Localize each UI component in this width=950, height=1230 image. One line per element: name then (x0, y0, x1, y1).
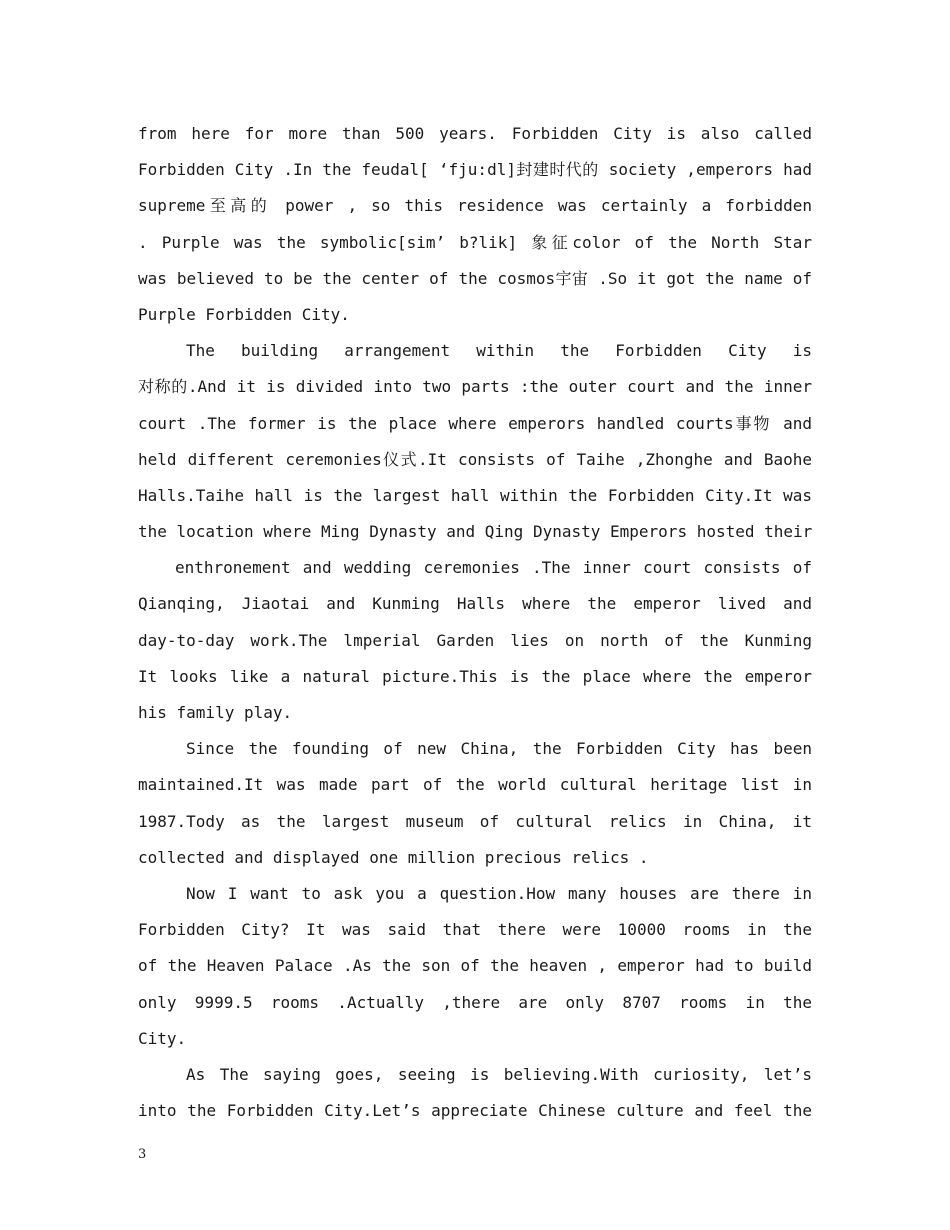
text-line: Purple Forbidden City. (138, 304, 350, 324)
text-line: collected and displayed one million precious relics . (138, 847, 649, 867)
text-line: court .The former is the place where emperors handled courts事物 and (138, 413, 812, 433)
text-line: City. (138, 1028, 187, 1048)
text-line: Forbidden City? It was said that there were 10000 rooms in the (138, 920, 812, 940)
text-line: from here for more than 500 years. Forbidden City is also called (138, 124, 812, 143)
body-text (138, 116, 812, 1129)
text-line: As The saying goes, seeing is believing.With curiosity, let’s (186, 1064, 812, 1084)
text-line: into the Forbidden City.Let’s appreciate Chinese culture and feel the (138, 1101, 812, 1121)
text-line: . Purple was the symbolic[sim’ b?lik] 象征color of the North Star (138, 232, 812, 252)
text-line: of the Heaven Palace .As the son of the heaven , emperor had to build (138, 956, 812, 976)
text-line: The building arrangement within the Forbidden City is (186, 341, 812, 361)
text-line: It looks like a natural picture.This is the place where the emperor (138, 666, 812, 686)
text-line: supreme至高的 power , so this residence was certainly a forbidden (138, 196, 812, 216)
text-line: enthronement and wedding ceremonies .The inner court consists of (175, 558, 812, 578)
text-line: Since the founding of new China, the Forbidden City has been (186, 739, 812, 759)
text-line: 对称的.And it is divided into two parts :the outer court and the inner (138, 377, 812, 397)
page-number: 3 (138, 1147, 147, 1162)
text-line: day-to-day work.The lmperial Garden lies on north of the Kunming (138, 630, 812, 650)
text-line: the location where Ming Dynasty and Qing Dynasty Emperors hosted their (138, 522, 812, 542)
text-line: only 9999.5 rooms .Actually ,there are only 8707 rooms in the (138, 992, 812, 1012)
text-line: held different ceremonies仪式.It consists of Taihe ,Zhonghe and Baohe (138, 449, 812, 469)
text-line: Halls.Taihe hall is the largest hall within the Forbidden City.It was (138, 485, 812, 505)
text-line: maintained.It was made part of the world cultural heritage list in (138, 775, 812, 795)
text-line: Now I want to ask you a question.How many houses are there in (186, 883, 812, 903)
text-line: Qianqing, Jiaotai and Kunming Halls where the emperor lived and (138, 594, 812, 614)
text-line: 1987.Tody as the largest museum of cultural relics in China, it (138, 811, 812, 831)
text-line: his family play. (138, 703, 293, 722)
text-line: Forbidden City .In the feudal[ ‘fju:dl]封建时代的 society ,emperors had (138, 160, 812, 180)
text-line: was believed to be the center of the cosmos宇宙 .So it got the name of (138, 268, 812, 288)
